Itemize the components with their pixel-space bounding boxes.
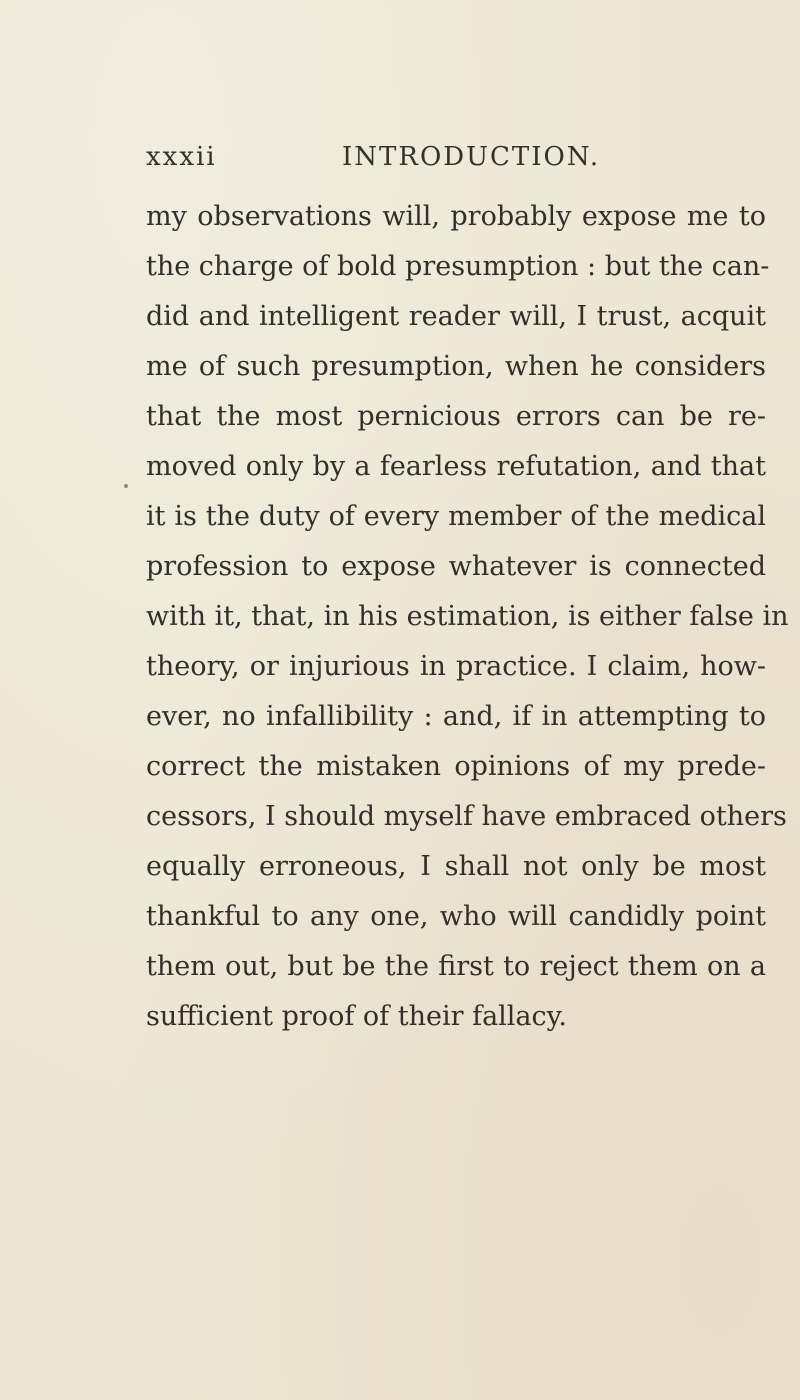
text-line: sufficient proof of their fallacy.	[146, 1001, 567, 1032]
text-line: theory, or injurious in practice. I claim, how-	[146, 651, 766, 682]
section-title: INTRODUCTION.	[342, 142, 601, 172]
text-line: ever, no infallibility : and, if in attempting to	[146, 701, 766, 732]
body-text	[146, 192, 789, 1042]
text-line: me of such presumption, when he considers	[146, 351, 766, 382]
text-line: the charge of bold presumption : but the can-	[146, 251, 770, 282]
text-line: moved only by a fearless refutation, and that	[146, 451, 766, 482]
text-line: did and intelligent reader will, I trust, acquit	[146, 301, 766, 332]
text-line: correct the mistaken opinions of my prede-	[146, 751, 766, 782]
text-line: with it, that, in his estimation, is either false in	[146, 601, 789, 632]
paper-speck	[124, 484, 128, 488]
text-line: them out, but be the first to reject them on a	[146, 951, 766, 982]
text-line: cessors, I should myself have embraced others	[146, 801, 787, 832]
text-line: my observations will, probably expose me to	[146, 201, 766, 232]
running-head	[146, 142, 746, 182]
text-line: thankful to any one, who will candidly point	[146, 901, 766, 932]
text-line: profession to expose whatever is connected	[146, 551, 766, 582]
page-number: xxxii	[146, 142, 217, 172]
text-line: that the most pernicious errors can be re-	[146, 401, 766, 432]
text-line: it is the duty of every member of the medical	[146, 501, 766, 532]
text-line: equally erroneous, I shall not only be most	[146, 851, 766, 882]
